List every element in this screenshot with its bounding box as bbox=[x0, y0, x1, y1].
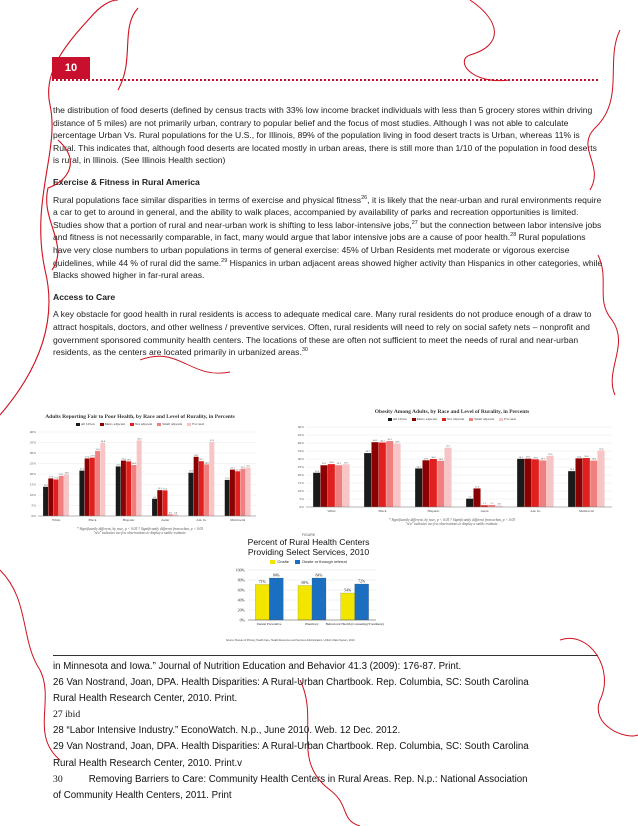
y-tick-label: 40% bbox=[237, 597, 245, 603]
y-tick-label: 30% bbox=[297, 457, 304, 462]
bar bbox=[269, 578, 283, 620]
data-label: 29.8 bbox=[533, 456, 538, 460]
data-label: 0.8 bbox=[168, 511, 172, 515]
chart-plot bbox=[288, 421, 616, 517]
data-label: 24.1 bbox=[416, 465, 421, 469]
legend-item: Far rural bbox=[499, 417, 516, 421]
data-label: 40.5 bbox=[373, 439, 378, 443]
exercise-text-3: but the connection between labor intensive jobs and fitness is not necessarily comparable, in fact, many would argue that labor intensive jobs are a cause of poor health. bbox=[53, 219, 602, 243]
footnote-ref-27[interactable]: 27 bbox=[411, 219, 418, 226]
data-label: 23.6 bbox=[116, 463, 121, 467]
y-tick-label: 30% bbox=[29, 451, 36, 456]
data-label: 71% bbox=[258, 580, 266, 584]
data-label: 28.2 bbox=[194, 453, 199, 457]
bar bbox=[188, 473, 193, 516]
data-label: 22.5 bbox=[240, 465, 246, 469]
bar bbox=[445, 448, 452, 507]
bar bbox=[590, 461, 597, 507]
data-label: 21.3 bbox=[235, 468, 240, 472]
bar bbox=[386, 441, 393, 507]
y-tick-label: 15% bbox=[297, 481, 304, 486]
bar bbox=[598, 450, 605, 507]
bar bbox=[328, 464, 335, 507]
data-label: 72% bbox=[358, 579, 366, 584]
x-tick-label: White bbox=[327, 509, 336, 513]
chart-footnote-2: "n/a" indicates too few observations to display a stable estimate. bbox=[93, 531, 187, 535]
data-label: 41.2 bbox=[387, 438, 392, 442]
bar bbox=[79, 471, 84, 516]
footnotes bbox=[53, 659, 608, 804]
bar bbox=[100, 443, 105, 516]
chart-plot bbox=[226, 564, 391, 634]
y-tick-label: 35% bbox=[297, 449, 304, 454]
data-label: 35.3 bbox=[209, 438, 215, 442]
footnote-ref-29[interactable]: 29 bbox=[221, 257, 228, 264]
bar bbox=[320, 465, 327, 507]
legend-item: All Urban bbox=[76, 422, 95, 426]
data-label: 19.8 bbox=[64, 471, 69, 475]
data-label: 17.4 bbox=[54, 476, 59, 480]
data-label: 23.1 bbox=[246, 464, 251, 468]
bar bbox=[199, 461, 204, 516]
exercise-text-1: Rural populations face similar disparities in terms of exercise and physical fitness bbox=[53, 194, 362, 205]
data-label: 11.6 bbox=[475, 485, 480, 489]
data-label: 69% bbox=[301, 581, 309, 585]
bar bbox=[481, 505, 488, 507]
legend-item: Onsite or through referral bbox=[295, 559, 347, 564]
bar bbox=[85, 458, 90, 516]
bar bbox=[437, 461, 444, 507]
bar bbox=[48, 478, 53, 516]
data-label: 28.9 bbox=[438, 457, 443, 461]
bar bbox=[547, 456, 554, 507]
exercise-heading: Exercise & Fitness in Rural America bbox=[53, 176, 200, 187]
access-paragraph bbox=[53, 308, 605, 358]
bar bbox=[466, 499, 473, 507]
bar bbox=[230, 470, 235, 516]
legend-item: Small adjacent bbox=[469, 417, 494, 421]
legend-item: Not adjacent bbox=[130, 422, 152, 426]
bar bbox=[583, 458, 590, 507]
y-tick-label: 100% bbox=[235, 567, 245, 573]
data-label: 20.6 bbox=[188, 469, 194, 473]
data-label: 84% bbox=[315, 573, 323, 578]
bar bbox=[54, 479, 59, 516]
data-label: 13.9 bbox=[43, 483, 48, 487]
data-label: 27.4 bbox=[85, 455, 90, 459]
data-label: 19.1 bbox=[59, 472, 64, 476]
data-label: 26.8 bbox=[329, 461, 334, 465]
bar bbox=[379, 443, 386, 507]
bar bbox=[240, 469, 245, 516]
bar bbox=[532, 459, 539, 507]
footnote-ref-26[interactable]: 26 bbox=[361, 194, 368, 201]
y-tick-label: 80% bbox=[237, 577, 245, 583]
x-tick-label: Asian bbox=[161, 518, 170, 522]
bar bbox=[575, 458, 582, 507]
chart-fair-poor-health bbox=[20, 411, 260, 543]
y-tick-label: 5% bbox=[31, 503, 36, 508]
bar bbox=[394, 444, 401, 507]
access-text-1: A key obstacle for good health in rural residents is access to adequate medical care. Many rural residents do not produce enough of a draw to attract hospitals, doctors, and other wellness / preventive services. Often, rural residents will need to rely on social safety nets – nonprofit and government sponsored community health centers. The locations of these are often not sufficient to meet the needs of rural and near-urban residents, as the centers are located primarily in urbanized areas. bbox=[53, 309, 592, 358]
bar bbox=[64, 474, 69, 516]
data-label: 31.0 bbox=[95, 447, 100, 451]
figure-label: FIGURE bbox=[301, 533, 316, 537]
legend-item: Onsite bbox=[270, 559, 289, 564]
x-tick-label: Hispanic bbox=[427, 509, 440, 513]
bar bbox=[488, 505, 495, 507]
chart-obesity bbox=[288, 407, 616, 533]
data-label: 30.2 bbox=[526, 455, 531, 459]
header-rule bbox=[52, 79, 598, 81]
y-tick-label: 5% bbox=[299, 497, 304, 502]
x-tick-label: Hispanic bbox=[122, 518, 135, 522]
footnote-29-cont: Rural Health Research Center, 2010. Print.v bbox=[53, 757, 243, 769]
data-label: 27.8 bbox=[90, 454, 95, 458]
footnote-30 bbox=[53, 772, 608, 788]
data-label: 0.8 bbox=[174, 511, 178, 515]
chart-source: Source: Bureau of Primary Health Care, Health Resources and Services Administration, Uniform Data System, 2010. bbox=[226, 639, 356, 642]
bar bbox=[371, 442, 378, 507]
x-tick-label: Am. In. bbox=[530, 509, 541, 513]
y-tick-label: 20% bbox=[297, 473, 304, 478]
bar bbox=[209, 442, 214, 516]
page-number: 10 bbox=[52, 57, 90, 79]
y-tick-label: 0% bbox=[31, 514, 36, 519]
x-tick-label: White bbox=[52, 518, 61, 522]
y-tick-label: 0% bbox=[239, 617, 245, 623]
access-heading: Access to Care bbox=[53, 291, 116, 302]
x-tick-label: Black bbox=[378, 509, 387, 513]
data-label: 36.0 bbox=[137, 437, 142, 441]
bar bbox=[422, 460, 429, 507]
footnote-30-text: Removing Barriers to Care: Community Health Centers in Rural Areas. Rep. N.p.: National Association bbox=[88, 773, 528, 785]
bar bbox=[524, 459, 531, 507]
bar bbox=[225, 480, 230, 516]
data-label: 84% bbox=[272, 573, 280, 578]
footnote-28: 28 “Labor Intensive Industry.” EconoWatch. N.p., June 2010. Web. 12 Dec. 2012. bbox=[53, 725, 401, 737]
footnote-30-number: 30 bbox=[53, 773, 63, 785]
bar bbox=[568, 471, 575, 507]
bar bbox=[121, 461, 126, 516]
data-label: 0.8 bbox=[497, 502, 501, 506]
x-tick-label: Pharmacy bbox=[305, 622, 319, 626]
data-label: 12.2 bbox=[163, 487, 168, 491]
data-label: 30.0 bbox=[431, 456, 436, 459]
y-tick-label: 40% bbox=[297, 441, 304, 446]
data-label: 26.4 bbox=[121, 457, 126, 461]
bar bbox=[116, 466, 121, 516]
data-label: 30.6 bbox=[584, 455, 589, 459]
y-tick-label: 40% bbox=[29, 430, 36, 435]
legend-item: Metro adjacent bbox=[100, 422, 125, 426]
x-tick-label: Behavioral Health (Counseling/Treatment) bbox=[325, 622, 384, 626]
bar bbox=[415, 468, 422, 507]
data-label: 32.0 bbox=[548, 452, 553, 456]
data-label: 22.4 bbox=[569, 468, 574, 472]
y-tick-label: 15% bbox=[29, 482, 36, 487]
footnote-26-cont: Rural Health Research Center, 2010. Print. bbox=[53, 693, 238, 705]
data-label: 26.0 bbox=[126, 458, 131, 462]
chart-plot bbox=[20, 426, 260, 526]
data-label: 33.7 bbox=[365, 450, 370, 454]
data-label: 35.4 bbox=[599, 447, 604, 451]
bar bbox=[194, 457, 199, 516]
bar bbox=[152, 499, 157, 516]
bar bbox=[517, 459, 524, 507]
data-label: 39.6 bbox=[395, 440, 400, 444]
bar bbox=[335, 465, 342, 507]
y-tick-label: 35% bbox=[29, 440, 36, 445]
y-tick-label: 60% bbox=[237, 587, 245, 593]
data-label: 26.1 bbox=[199, 458, 204, 462]
y-tick-label: 20% bbox=[29, 472, 36, 477]
bar bbox=[168, 514, 173, 516]
y-tick-label: 45% bbox=[297, 433, 304, 438]
y-tick-label: 20% bbox=[237, 607, 245, 613]
data-label: 29.0 bbox=[591, 457, 596, 461]
legend-item: Far rural bbox=[187, 422, 204, 426]
exercise-text-2: , it is likely that the near-urban and rural environments require a car to get to around in general, and the ability to walk places, accompanied by availability of parks and recreation opportunities is limited. Studies show that a portion of rural and near-urban work is shifting to less labor-intensive jobs, bbox=[53, 194, 602, 230]
bar bbox=[355, 584, 369, 620]
bar bbox=[539, 460, 546, 507]
data-label: 40.3 bbox=[380, 439, 385, 443]
data-label: 26.7 bbox=[344, 461, 349, 465]
y-tick-label: 25% bbox=[297, 465, 304, 470]
exercise-text-5: Hispanics in urban adjacent areas showed higher activity than Hispanics in other categories, while Blacks showed higher in far-rural areas. bbox=[53, 257, 603, 281]
exercise-paragraph bbox=[53, 194, 605, 282]
bar bbox=[43, 487, 48, 516]
bar bbox=[341, 593, 355, 620]
data-label: 12.3 bbox=[157, 487, 163, 491]
footnote-26: 26 Van Nostrand, Joan, DPA. Health Disparities: A Rural-Urban Chartbook. Rep. Columbia, SC: South Carolina bbox=[53, 677, 529, 689]
data-label: 37.1 bbox=[446, 444, 451, 448]
bar bbox=[59, 476, 64, 516]
bar bbox=[235, 471, 240, 516]
intro-paragraph: the distribution of food deserts (defined by census tracts with 33% low income bracket individuals with less than 5 grocery stores within driving distance of 5 miles) are not primarily urban, contrary to popular belief and the focus of most studies. Although I was not able to calculate percentage Urban Vs. Rural populations for the U.S., for Illinois, 89% of the population living in food desert tracts is Urban, whereas 11% is Rural. This indicates that, although food deserts are located mostly in urban areas, there is still more than 1/10 of the population in food deserts is rural, in Illinois. (See Illinois Health section) bbox=[53, 105, 597, 166]
footnote-29: 29 Van Nostrand, Joan, DPA. Health Disparities: A Rural-Urban Chartbook. Rep. Columbia, SC: South Carolina bbox=[53, 741, 529, 753]
chart-health-centers bbox=[226, 533, 391, 655]
exercise-text-4: Rural populations have very close numbers to urban populations in terms of general exercise: 45% of Urban Residents met moderate or vigorous exercise guidelines, while 44 % of rural did the same. bbox=[53, 232, 586, 268]
data-label: 24.3 bbox=[131, 461, 137, 465]
bar bbox=[313, 473, 320, 507]
legend-item: Small adjacent bbox=[157, 422, 182, 426]
chart-footnote: * Significantly different, by race, p < 0.05 † Significantly different from urban, p < 0.05 bbox=[76, 527, 204, 531]
data-label: 17.9 bbox=[48, 475, 54, 479]
y-tick-label: 0% bbox=[299, 505, 304, 510]
footnote-30-cont: of Community Health Centers, 2011. Print bbox=[53, 789, 232, 801]
x-tick-label: Multiracial bbox=[578, 509, 595, 513]
data-label: 1.1 bbox=[483, 502, 486, 506]
chart-footnote-2: "n/a" indicates too few observations to display a stable estimate. bbox=[405, 522, 499, 526]
bar bbox=[343, 464, 350, 507]
bar bbox=[430, 459, 437, 507]
bar bbox=[246, 467, 251, 516]
x-tick-label: Multiracial bbox=[230, 518, 246, 522]
y-tick-label: 10% bbox=[297, 489, 304, 494]
footnote-continuation: in Minnesota and Iowa.” Journal of Nutrition Education and Behavior 41.3 (2009): 176-87. Print. bbox=[53, 661, 462, 672]
bar bbox=[173, 514, 178, 516]
legend-item: Not adjacent bbox=[442, 417, 464, 421]
data-label: 29.2 bbox=[424, 457, 429, 461]
chart-title: Percent of Rural Health Centers Providing Select Services, 2010 bbox=[247, 537, 370, 557]
bar bbox=[255, 585, 269, 621]
chart-title: Obesity Among Adults, by Race and Level of Rurality, in Percents bbox=[374, 409, 530, 415]
data-label: 34.8 bbox=[100, 439, 106, 443]
bar bbox=[157, 490, 162, 516]
x-tick-label: Black bbox=[88, 518, 97, 522]
body-text bbox=[53, 104, 605, 366]
data-label: 54% bbox=[344, 588, 352, 593]
data-label: 5.2 bbox=[468, 495, 472, 499]
bar bbox=[131, 465, 136, 516]
data-label: 21.6 bbox=[79, 467, 85, 471]
data-label: 1.3 bbox=[490, 501, 494, 505]
y-tick-label: 50% bbox=[297, 425, 304, 430]
data-label: 26.1 bbox=[322, 462, 327, 466]
data-label: 22.1 bbox=[230, 466, 235, 470]
x-tick-label: Asian bbox=[480, 509, 489, 513]
y-tick-label: 10% bbox=[29, 493, 36, 498]
bar bbox=[473, 488, 480, 507]
chart-footnote: * Significantly different, by race, p < 0.05 † Significantly different from urban, p < 0.05 bbox=[388, 518, 516, 522]
bar bbox=[90, 458, 95, 516]
legend-item: Metro adjacent bbox=[412, 417, 437, 421]
bar bbox=[126, 461, 131, 516]
x-tick-label: Am. In. bbox=[196, 518, 207, 522]
bar bbox=[312, 578, 326, 620]
bar bbox=[163, 490, 168, 516]
data-label: 17.2 bbox=[225, 476, 230, 480]
data-label: 24.6 bbox=[204, 461, 209, 465]
data-label: 26.1 bbox=[336, 462, 341, 466]
data-label: 29.1 bbox=[540, 457, 545, 461]
footnote-ref-28[interactable]: 28 bbox=[510, 232, 517, 239]
legend-item: All Urban bbox=[388, 417, 407, 421]
chart-title: Adults Reporting Fair to Poor Health, by Race and Level of Rurality, in Percents bbox=[45, 414, 235, 420]
footnote-ref-30[interactable]: 30 bbox=[301, 347, 308, 354]
bar bbox=[137, 440, 142, 516]
bar bbox=[364, 453, 371, 507]
footnote-rule bbox=[53, 655, 598, 656]
bar bbox=[95, 451, 100, 516]
data-label: 30.1 bbox=[518, 455, 523, 459]
data-label: 8.2 bbox=[153, 495, 157, 499]
bar bbox=[298, 586, 312, 621]
data-label: 30.4 bbox=[577, 455, 582, 459]
y-tick-label: 25% bbox=[29, 461, 36, 466]
data-label: 21.4 bbox=[314, 469, 319, 473]
footnote-27: 27 ibid bbox=[53, 709, 81, 721]
bar bbox=[204, 464, 209, 516]
x-tick-label: Dental Preventive bbox=[257, 622, 282, 626]
